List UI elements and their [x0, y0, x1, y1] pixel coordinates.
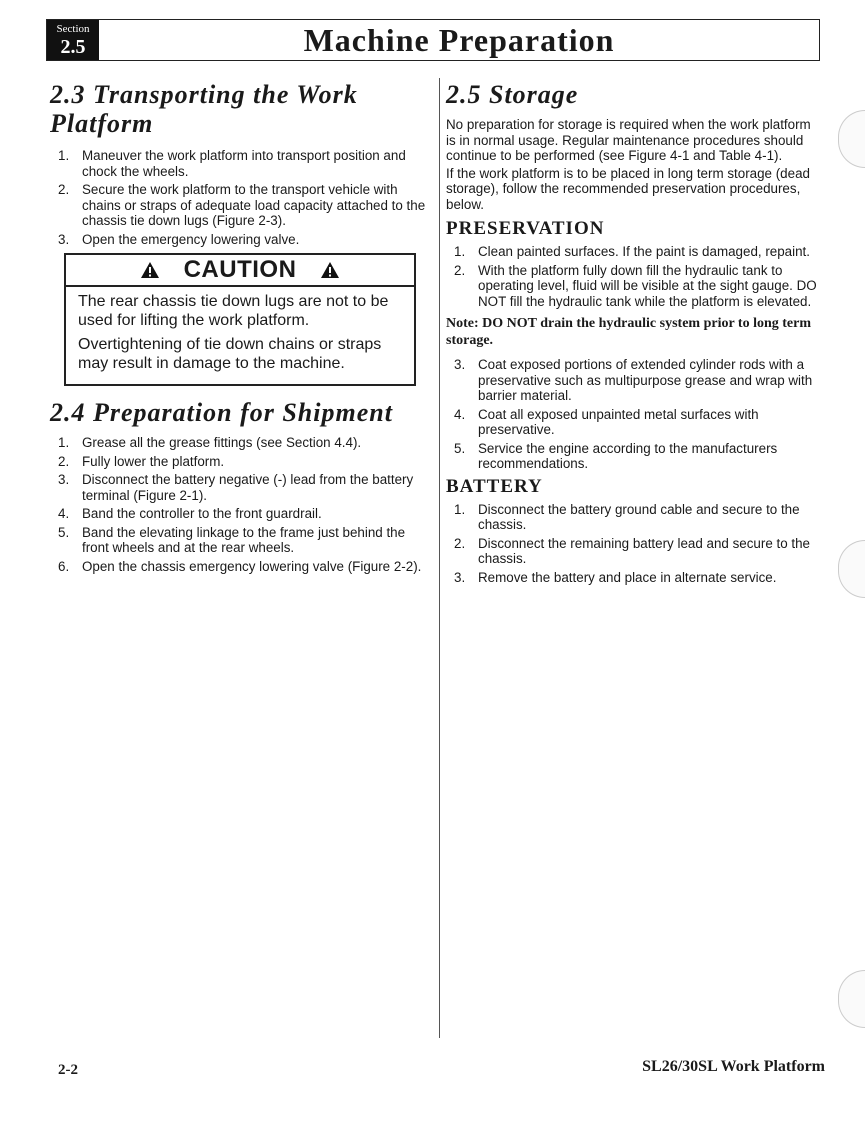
list-item	[446, 263, 824, 310]
transport-steps	[50, 148, 426, 247]
step-text: Disconnect the battery negative (-) lead from the battery terminal (Figure 2-1).	[82, 472, 414, 503]
section-badge	[47, 20, 99, 60]
list-item	[446, 244, 824, 260]
step-text: With the platform fully down fill the hydraulic tank to operating level, fluid will be visible at the sight gauge. DO NOT fill the hydraulic tank while the platform is elevated.	[478, 262, 817, 309]
step-number: 3.	[454, 569, 466, 585]
list-item	[50, 559, 426, 575]
step-text: Open the emergency lowering valve.	[82, 231, 300, 247]
list-item	[446, 441, 824, 472]
storage-note: Note: DO NOT drain the hydraulic system prior to long term storage.	[446, 316, 812, 348]
step-number: 2.	[58, 453, 70, 469]
section-label: Section	[56, 23, 90, 35]
step-text: Coat all exposed unpainted metal surfaces with preservative.	[478, 406, 759, 437]
caution-header	[66, 255, 414, 287]
list-item	[446, 502, 824, 533]
step-number: 2.	[454, 262, 466, 278]
step-text: Secure the work platform to the transport vehicle with chains or straps of adequate load capacity attached to the chassis tie down lugs (Figure 2-3).	[82, 182, 426, 228]
left-column	[50, 80, 426, 577]
storage-paragraph: If the work platform is to be placed in long term storage (dead storage), follow the recommended preservation procedures, below.	[446, 165, 810, 212]
step-number: 3.	[58, 231, 70, 247]
caution-line: The rear chassis tie down lugs are not to be used for lifting the work platform.	[78, 293, 389, 329]
list-item	[50, 506, 426, 522]
caution-body	[66, 287, 414, 384]
warning-triangle-icon	[320, 261, 340, 279]
right-column	[446, 80, 824, 588]
punch-hole	[838, 970, 865, 1028]
list-item	[50, 148, 426, 179]
step-text: Service the engine according to the manufacturers recommendations.	[478, 440, 778, 471]
step-text: Disconnect the battery ground cable and secure to the chassis.	[478, 501, 800, 532]
step-number: 2.	[58, 182, 70, 197]
caution-line: Overtightening of tie down chains or straps may result in damage to the machine.	[78, 336, 382, 372]
preservation-steps	[446, 244, 824, 309]
list-item	[50, 435, 426, 451]
battery-heading: BATTERY	[446, 475, 543, 497]
list-item	[446, 536, 824, 567]
battery-steps	[446, 502, 824, 586]
step-number: 3.	[454, 357, 466, 372]
step-number: 5.	[58, 524, 70, 540]
step-text: Coat exposed portions of extended cylinder rods with a preservative such as multipurpose grease and wrap with barrier material.	[478, 357, 813, 403]
page-number: 2-2	[58, 1062, 78, 1078]
step-text: Remove the battery and place in alternate service.	[478, 569, 777, 585]
step-number: 1.	[58, 148, 70, 163]
list-item	[50, 232, 426, 248]
caution-word: CAUTION	[183, 256, 297, 283]
step-text: Grease all the grease fittings (see Section 4.4).	[82, 435, 362, 450]
column-divider	[439, 78, 440, 1038]
punch-hole	[838, 540, 865, 598]
step-number: 6.	[58, 558, 70, 574]
step-number: 3.	[58, 472, 70, 487]
step-text: Maneuver the work platform into transport position and chock the wheels.	[82, 148, 406, 179]
punch-hole	[838, 110, 865, 168]
preservation-heading: PRESERVATION	[446, 218, 605, 239]
step-text: Disconnect the remaining battery lead and secure to the chassis.	[478, 535, 810, 566]
step-text: Band the elevating linkage to the frame just behind the front wheels and at the rear wheels.	[82, 524, 406, 555]
storage-paragraph: No preparation for storage is required when the work platform is in normal usage. Regular maintenance procedures should continue to be performed (see Figure 4-1 and Table 4-1).	[446, 117, 811, 163]
list-item	[50, 472, 426, 503]
step-number: 1.	[58, 435, 70, 450]
list-item	[446, 570, 824, 586]
step-number: 1.	[454, 501, 466, 517]
step-text: Clean painted surfaces. If the paint is damaged, repaint.	[478, 244, 810, 259]
list-item	[446, 357, 824, 404]
step-text: Fully lower the platform.	[82, 453, 225, 469]
shipment-heading: 2.4 Preparation for Shipment	[50, 398, 393, 427]
transport-heading: 2.3 Transporting the Work Platform	[50, 80, 358, 138]
list-item	[50, 182, 426, 229]
shipment-steps	[50, 435, 426, 574]
caution-box	[64, 253, 416, 386]
list-item	[446, 407, 824, 438]
section-header	[46, 19, 820, 61]
step-number: 4.	[58, 506, 70, 521]
preservation-steps-continued	[446, 357, 824, 472]
step-number: 4.	[454, 406, 466, 422]
step-text: Band the controller to the front guardrail.	[82, 506, 322, 521]
list-item	[50, 525, 426, 556]
product-name: SL26/30SL Work Platform	[642, 1058, 825, 1075]
storage-heading: 2.5 Storage	[446, 80, 579, 109]
warning-triangle-icon	[140, 261, 160, 279]
step-number: 2.	[454, 535, 466, 551]
step-number: 1.	[454, 244, 466, 259]
step-text: Open the chassis emergency lowering valve (Figure 2-2).	[82, 558, 422, 574]
step-number: 5.	[454, 440, 466, 456]
list-item	[50, 454, 426, 470]
section-number: 2.5	[60, 36, 86, 58]
page-title: Machine Preparation	[303, 22, 615, 58]
